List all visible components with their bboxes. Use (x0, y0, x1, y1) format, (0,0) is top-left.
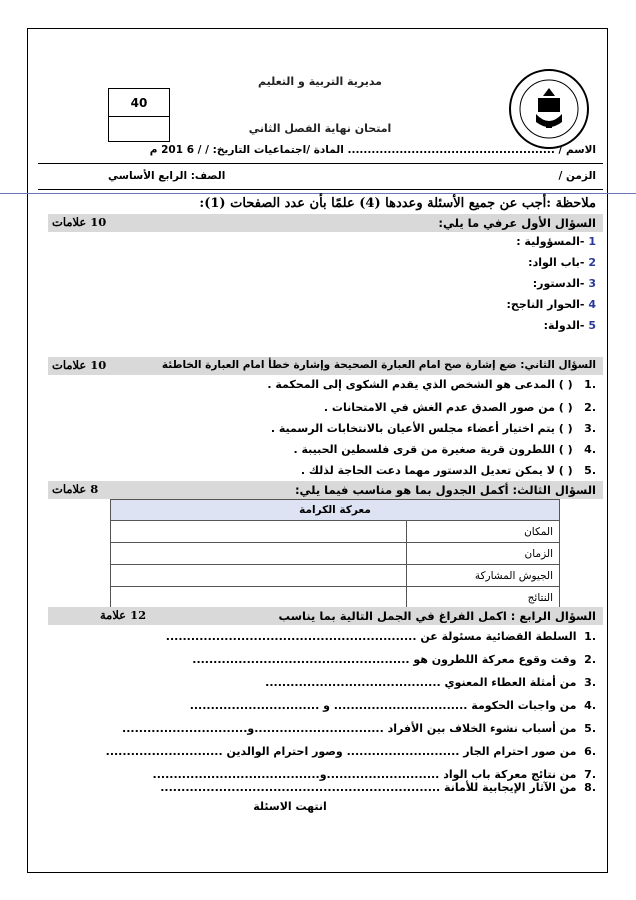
q4-item (153, 768, 596, 781)
row-label: المكان (407, 521, 560, 543)
item-text: من أسباب نشوء الخلاف بين الأفراد ...............................و.............................. (122, 722, 577, 735)
item-text: ( ) من صور الصدق عدم الغش في الامتحانات . (323, 401, 573, 414)
row-label: الجيوش المشاركة (407, 565, 560, 587)
q2-item (267, 378, 596, 391)
item-text: -باب الواد: (528, 256, 585, 269)
item-number: .5 (584, 464, 596, 477)
item-text: من الآثار الإيجابية للأمانة ................................................................... (160, 781, 577, 794)
item-number: 4 (588, 298, 596, 311)
ministry-seal-logo (508, 68, 590, 150)
answer-cell[interactable] (111, 587, 407, 609)
table-row (111, 565, 560, 587)
question-2-title: السؤال الثاني: ضع إشارة صح امام العبارة الصحيحة وإشارة خطأ امام العبارة الخاطئة (161, 359, 596, 371)
question-3-title: السؤال الثالث: أكمل الجدول بما هو مناسب فيما يلي: (294, 483, 596, 497)
table-row (111, 543, 560, 565)
blue-rule (0, 193, 636, 194)
item-text: ( ) لا يمكن تعديل الدستور مهما دعت الحاجة لذلك . (300, 464, 573, 477)
q4-item (122, 722, 596, 735)
question-1-title: السؤال الأول عرفي ما يلي: (438, 216, 596, 230)
q4-item (166, 630, 596, 643)
item-text: وقت وقوع معركة اللطرون هو .................................................... (192, 653, 577, 666)
item-text: ( ) يتم اختيار أعضاء مجلس الأعيان بالانتخابات الرسمية . (270, 422, 573, 435)
table-row (111, 587, 560, 609)
item-text: -الحوار الناجح: (506, 298, 585, 311)
answer-cell[interactable] (111, 543, 407, 565)
q1-item (507, 298, 597, 311)
item-number: .1 (584, 378, 596, 391)
table-header: معركة الكرامة (111, 500, 560, 521)
item-text: -المسؤولية : (516, 235, 585, 248)
total-score: 40 (130, 96, 148, 110)
item-number: .6 (584, 745, 596, 758)
q2-item (293, 443, 596, 456)
q1-item (533, 277, 596, 290)
item-number: 5 (588, 319, 596, 332)
score-box-divider (108, 116, 170, 117)
directorate-title: مديرية التربية و التعليم (258, 75, 382, 88)
q2-item (301, 464, 596, 477)
row-label: النتائج (407, 587, 560, 609)
end-of-questions: انتهت الاسئلة (253, 800, 327, 813)
item-number: .2 (584, 653, 596, 666)
item-text: -الدستور: (532, 277, 585, 290)
q1-item (528, 256, 596, 269)
item-text: -الدولة: (543, 319, 585, 332)
question-3-marks: 8 علامات (52, 482, 99, 496)
answer-cell[interactable] (111, 521, 407, 543)
question-4-marks: 12 علامة (100, 608, 147, 622)
question-1-marks: 10 علامات (52, 215, 107, 229)
item-number: 3 (588, 277, 596, 290)
q1-item (516, 235, 596, 248)
exam-title: امتحان نهاية الفصل الثاني (248, 122, 392, 135)
question-4-title: السؤال الرابع : اكمل الفراغ في الجمل التالية بما يناسب (278, 609, 596, 623)
item-text: من أمثلة العطاء المعنوي .......................................... (265, 676, 577, 689)
item-number: .3 (584, 676, 596, 689)
exam-note: ملاحظة :أجب عن جميع الأسئلة وعددها (4) علمًا بأن عدد الصفحات (1): (199, 196, 596, 211)
answer-cell[interactable] (111, 565, 407, 587)
item-number: .8 (584, 781, 596, 794)
divider (38, 189, 603, 190)
item-number: 1 (588, 235, 596, 248)
q4-item (106, 745, 596, 758)
q1-item (544, 319, 596, 332)
row-label: الزمان (407, 543, 560, 565)
item-text: ( ) اللطرون قرية صغيرة من قرى فلسطين الحبيبة . (293, 443, 573, 456)
item-text: ( ) المدعى هو الشخص الذي يقدم الشكوى إلى المحكمة . (267, 378, 573, 391)
divider (38, 163, 603, 164)
item-text: من واجبات الحكومة ................................ و ............................... (189, 699, 577, 712)
q2-item (324, 401, 596, 414)
q4-item (160, 781, 596, 794)
item-text: من صور احترام الجار ........................... وصور احترام الوالدين ............................ (105, 745, 577, 758)
battle-table (110, 499, 560, 609)
item-number: .4 (584, 699, 596, 712)
q4-item (192, 653, 596, 666)
item-number: .2 (584, 401, 596, 414)
item-number: .5 (584, 722, 596, 735)
item-text: السلطة القضائية مسئولة عن ............................................................ (165, 630, 577, 643)
item-text: من نتائج معركة باب الواد ...........................و........................................ (152, 768, 577, 781)
item-number: .1 (584, 630, 596, 643)
name-subject-date-line: الاسم / .................................................... المادة /اجتماعيات التاريخ: / / 6 201 م (149, 144, 596, 156)
q2-item (271, 422, 596, 435)
q4-item (265, 676, 596, 689)
question-2-marks: 10 علامات (52, 358, 107, 372)
item-number: 2 (588, 256, 596, 269)
item-number: .7 (584, 768, 596, 781)
table-row (111, 521, 560, 543)
item-number: .4 (584, 443, 596, 456)
grade-label: الصف: الرابع الأساسي (108, 170, 226, 182)
item-number: .3 (584, 422, 596, 435)
q4-item (190, 699, 596, 712)
time-label: الزمن / (558, 170, 596, 182)
